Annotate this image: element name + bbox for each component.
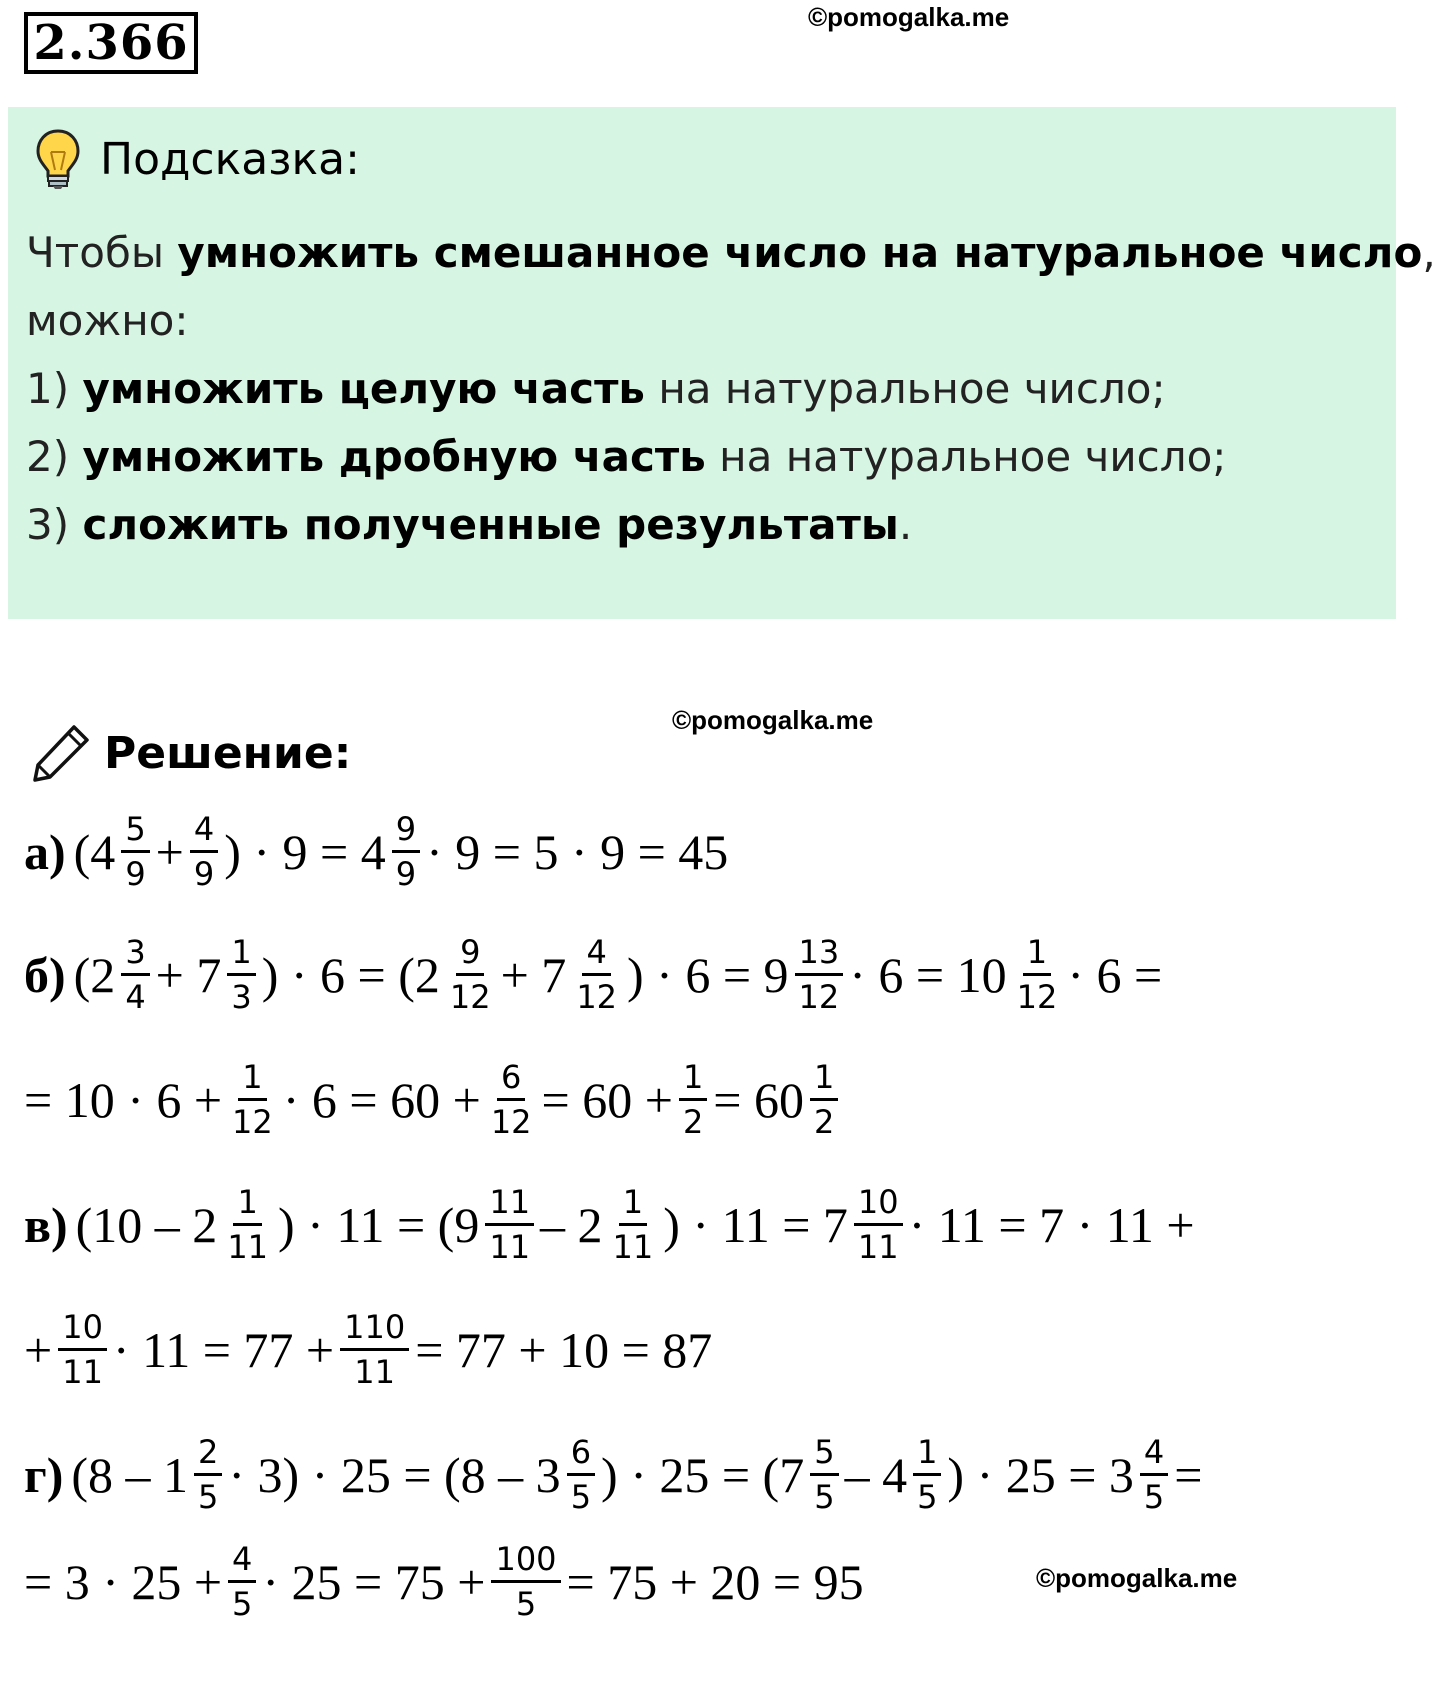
math-text: = (1174, 1446, 1203, 1503)
hint-text: можно: (26, 296, 189, 345)
fraction-denominator: 12 (576, 978, 618, 1016)
fraction (609, 1183, 658, 1266)
fraction-numerator: 9 (456, 933, 484, 976)
fraction (223, 1183, 272, 1266)
fraction (810, 1058, 838, 1141)
fraction-denominator: 11 (62, 1353, 103, 1391)
math-text: + (155, 823, 184, 880)
math-text: – 4 (844, 1446, 908, 1503)
solution-line (24, 1308, 712, 1391)
math-text: + (24, 1321, 53, 1378)
fraction-numerator: 4 (190, 810, 218, 853)
solution-line (24, 933, 1162, 1016)
fraction-numerator: 5 (810, 1433, 838, 1476)
fraction (854, 1183, 903, 1266)
math-text: (10 – 2 (75, 1196, 218, 1253)
fraction-numerator: 3 (121, 933, 149, 976)
fraction-numerator: 1 (619, 1183, 647, 1226)
fraction-denominator: 5 (1143, 1478, 1165, 1516)
fraction-denominator: 12 (490, 1103, 532, 1141)
fraction-numerator: 10 (854, 1183, 903, 1226)
fraction (58, 1308, 107, 1391)
fraction-numerator: 4 (582, 933, 610, 976)
solution-line (24, 1183, 1195, 1266)
math-text: = 60 + (541, 1071, 673, 1128)
math-text: · 3) · 25 = (8 – 3 (228, 1446, 561, 1503)
hint-bold-text: сложить полученные результаты (82, 500, 899, 549)
fraction-denominator: 5 (917, 1478, 938, 1516)
math-text: ) · 6 = 9 (627, 946, 789, 1003)
fraction (487, 1058, 536, 1141)
math-text: ) · 25 = 3 (947, 1446, 1134, 1503)
hint-line (26, 423, 1436, 491)
hint-text: 1) (26, 364, 83, 413)
hint-bold-text: умножить целую часть (82, 364, 645, 413)
fraction-denominator: 5 (570, 1478, 592, 1516)
fraction (1140, 1433, 1168, 1516)
math-text: = 60 (713, 1071, 804, 1128)
watermark-middle: ©pomogalka.me (672, 705, 874, 735)
fraction (121, 933, 149, 1016)
fraction (679, 1058, 707, 1141)
hint-header (34, 117, 360, 201)
hint-panel (8, 107, 1436, 619)
math-text: = 10 · 6 + (24, 1071, 223, 1128)
fraction-numerator: 6 (567, 1433, 595, 1476)
fraction (913, 1433, 941, 1516)
math-text: + 7 (155, 946, 222, 1003)
fraction-numerator: 100 (491, 1540, 560, 1583)
fraction (392, 810, 420, 893)
fraction-denominator: 2 (814, 1103, 835, 1141)
math-text: – 2 (540, 1196, 603, 1253)
hint-bold-text: умножить дробную часть (82, 432, 706, 481)
fraction-denominator: 9 (125, 855, 146, 893)
fraction-denominator: 5 (814, 1478, 835, 1516)
hint-text: , (1422, 228, 1436, 277)
fraction-denominator: 5 (515, 1585, 537, 1623)
hint-line (26, 355, 1436, 423)
part-label: г) (24, 1446, 64, 1503)
fraction-denominator: 2 (682, 1103, 704, 1141)
math-text: = 77 + 10 = 87 (415, 1321, 713, 1378)
fraction-denominator: 11 (489, 1228, 531, 1266)
fraction-denominator: 9 (193, 855, 215, 893)
fraction (194, 1433, 222, 1516)
solution-header (30, 722, 351, 784)
math-text: ) · 25 = (7 (601, 1446, 805, 1503)
hint-text: 2) (26, 432, 83, 481)
fraction-numerator: 110 (340, 1308, 409, 1351)
fraction-denominator: 12 (232, 1103, 273, 1141)
fraction-numerator: 11 (485, 1183, 534, 1226)
fraction (190, 810, 218, 893)
hint-text: 3) (26, 500, 83, 549)
math-text: · 6 = 60 + (282, 1071, 481, 1128)
fraction-denominator: 5 (198, 1478, 219, 1516)
math-text: · 25 = 75 + (262, 1553, 486, 1610)
fraction (810, 1433, 838, 1516)
fraction-numerator: 1 (913, 1433, 941, 1476)
fraction (446, 933, 495, 1016)
fraction-denominator: 12 (1016, 978, 1058, 1016)
fraction-denominator: 12 (449, 978, 491, 1016)
hint-line (26, 219, 1436, 287)
fraction (121, 810, 149, 893)
watermark-bottom: ©pomogalka.me (1036, 1563, 1238, 1593)
exercise-number: 2.366 (24, 12, 198, 74)
hint-text: на натуральное число; (644, 364, 1166, 413)
fraction-numerator: 9 (392, 810, 420, 853)
fraction-numerator: 1 (1023, 933, 1051, 976)
hint-title: Подсказка: (100, 133, 360, 185)
math-text: ) · 11 = (9 (278, 1196, 480, 1253)
math-text: · 9 = 5 · 9 = 45 (426, 823, 729, 880)
math-text: (4 (73, 823, 116, 880)
fraction-numerator: 4 (228, 1540, 256, 1583)
fraction-numerator: 1 (810, 1058, 838, 1101)
fraction-numerator: 1 (679, 1058, 707, 1101)
fraction (340, 1308, 409, 1391)
math-text: · 6 = (1067, 946, 1163, 1003)
fraction-denominator: 5 (232, 1585, 253, 1623)
hint-text: Чтобы (26, 228, 178, 277)
hint-line (26, 491, 1436, 559)
hint-line (26, 287, 1436, 355)
fraction (572, 933, 621, 1016)
fraction (1013, 933, 1062, 1016)
fraction-numerator: 4 (1140, 1433, 1168, 1476)
fraction-numerator: 13 (795, 933, 844, 976)
fraction (567, 1433, 595, 1516)
fraction-numerator: 1 (238, 1058, 266, 1101)
fraction (485, 1183, 534, 1266)
fraction-denominator: 12 (798, 978, 840, 1016)
pencil-icon (30, 722, 92, 784)
hint-text: на натуральное число; (705, 432, 1227, 481)
fraction-numerator: 10 (58, 1308, 107, 1351)
math-text: · 11 = 7 · 11 + (908, 1196, 1195, 1253)
solution-line (24, 1433, 1202, 1516)
fraction-denominator: 3 (231, 978, 252, 1016)
fraction (227, 933, 255, 1016)
fraction-numerator: 1 (227, 933, 255, 976)
math-text: ) · 11 = 7 (663, 1196, 848, 1253)
part-label: а) (24, 823, 66, 880)
math-text: (2 (73, 946, 116, 1003)
fraction-denominator: 4 (125, 978, 146, 1016)
math-text: = 3 · 25 + (24, 1553, 223, 1610)
fraction (795, 933, 844, 1016)
solution-line (24, 1058, 844, 1141)
math-text: = 75 + 20 = 95 (566, 1553, 864, 1610)
watermark-top: ©pomogalka.me (808, 2, 1010, 32)
solution-line (24, 810, 728, 893)
part-label: б) (24, 946, 66, 1003)
math-text: + 7 (500, 946, 567, 1003)
fraction-denominator: 11 (354, 1353, 396, 1391)
fraction-denominator: 11 (612, 1228, 654, 1266)
fraction-denominator: 11 (857, 1228, 899, 1266)
solution-line (24, 1540, 864, 1623)
fraction-numerator: 5 (121, 810, 149, 853)
hint-text: . (898, 500, 913, 549)
fraction (491, 1540, 560, 1623)
math-text: (8 – 1 (71, 1446, 189, 1503)
math-text: · 11 = 77 + (112, 1321, 335, 1378)
math-text: · 6 = 10 (849, 946, 1007, 1003)
math-text: ) · 6 = (2 (261, 946, 440, 1003)
part-label: в) (24, 1196, 68, 1253)
fraction (228, 1058, 277, 1141)
fraction-numerator: 2 (194, 1433, 222, 1476)
fraction-numerator: 6 (497, 1058, 525, 1101)
hint-body (26, 219, 1436, 559)
lightbulb-icon (34, 128, 82, 190)
solution-title: Решение: (104, 727, 352, 779)
fraction-denominator: 11 (227, 1228, 269, 1266)
fraction (228, 1540, 256, 1623)
hint-bold-text: умножить смешанное число на натуральное число (177, 228, 1423, 277)
math-text: ) · 9 = 4 (224, 823, 386, 880)
fraction-numerator: 1 (233, 1183, 261, 1226)
fraction-denominator: 9 (395, 855, 417, 893)
